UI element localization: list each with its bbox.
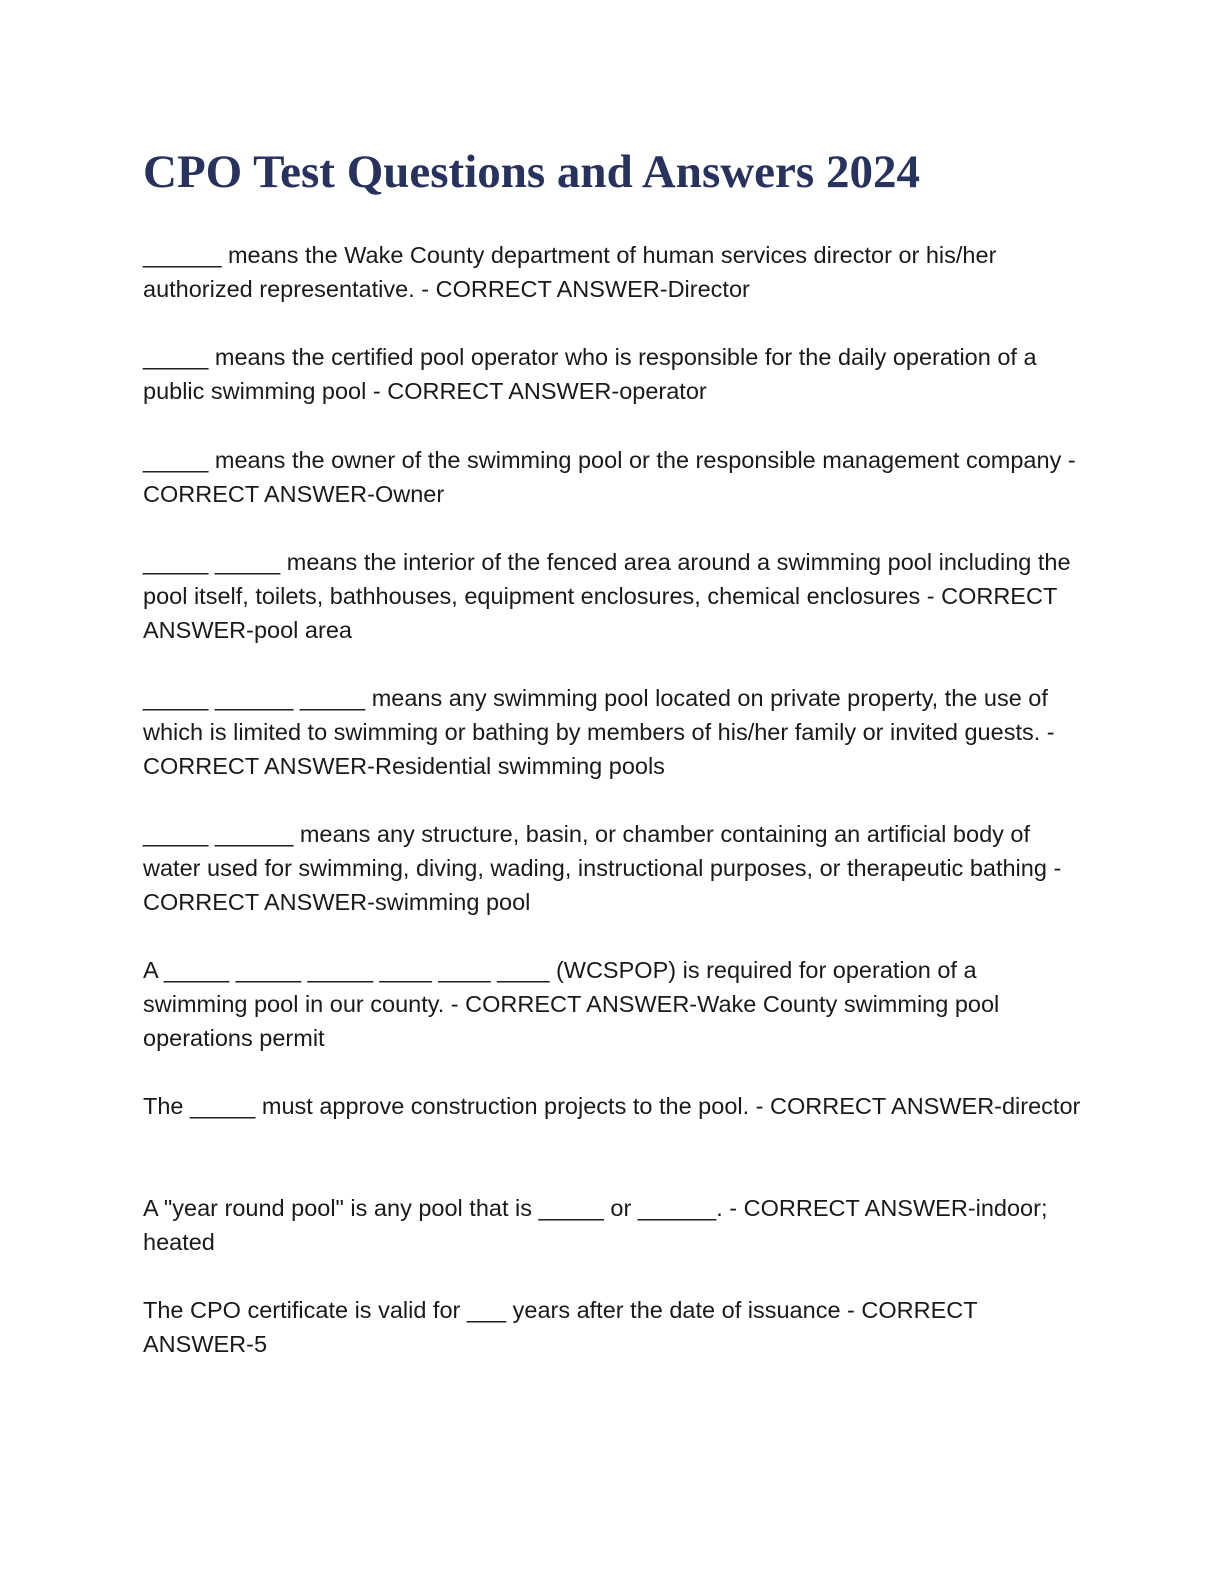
qa-item: A _____ _____ _____ ____ ____ ____ (WCSPOP) is required for operation of a swimming pool in our county. - CORRECT ANSWER-Wake County swimming pool operations permit — [143, 957, 1000, 1051]
qa-item: _____ means the certified pool operator who is responsible for the daily operation of a public swimming pool - CORRECT ANSWER-operator — [143, 344, 1037, 404]
page-title: CPO Test Questions and Answers 2024 — [143, 146, 920, 198]
qa-item: The _____ must approve construction projects to the pool. - CORRECT ANSWER-director — [143, 1093, 1081, 1119]
qa-item: _____ means the owner of the swimming pool or the responsible management company - CORRECT ANSWER-Owner — [143, 447, 1076, 507]
qa-item: _____ ______ means any structure, basin, or chamber containing an artificial body of water used for swimming, diving, wading, instructional purposes, or therapeutic bathing - CORRECT ANSWER-swimming pool — [143, 821, 1062, 915]
qa-item: _____ ______ _____ means any swimming pool located on private property, the use of which is limited to swimming or bathing by members of his/her family or invited guests. - CORRECT ANSWER-Residential swimming pools — [143, 685, 1055, 779]
qa-item: A "year round pool" is any pool that is _____ or ______. - CORRECT ANSWER-indoor; heated — [143, 1195, 1048, 1255]
qa-item: _____ _____ means the interior of the fenced area around a swimming pool including the pool itself, toilets, bathhouses, equipment enclosures, chemical enclosures - CORRECT ANSWER-pool area — [143, 549, 1071, 643]
qa-item: ______ means the Wake County department of human services director or his/her authorized representative. - CORRECT ANSWER-Director — [143, 242, 997, 302]
qa-item: The CPO certificate is valid for ___ years after the date of issuance - CORRECT ANSWER-5 — [143, 1297, 978, 1357]
